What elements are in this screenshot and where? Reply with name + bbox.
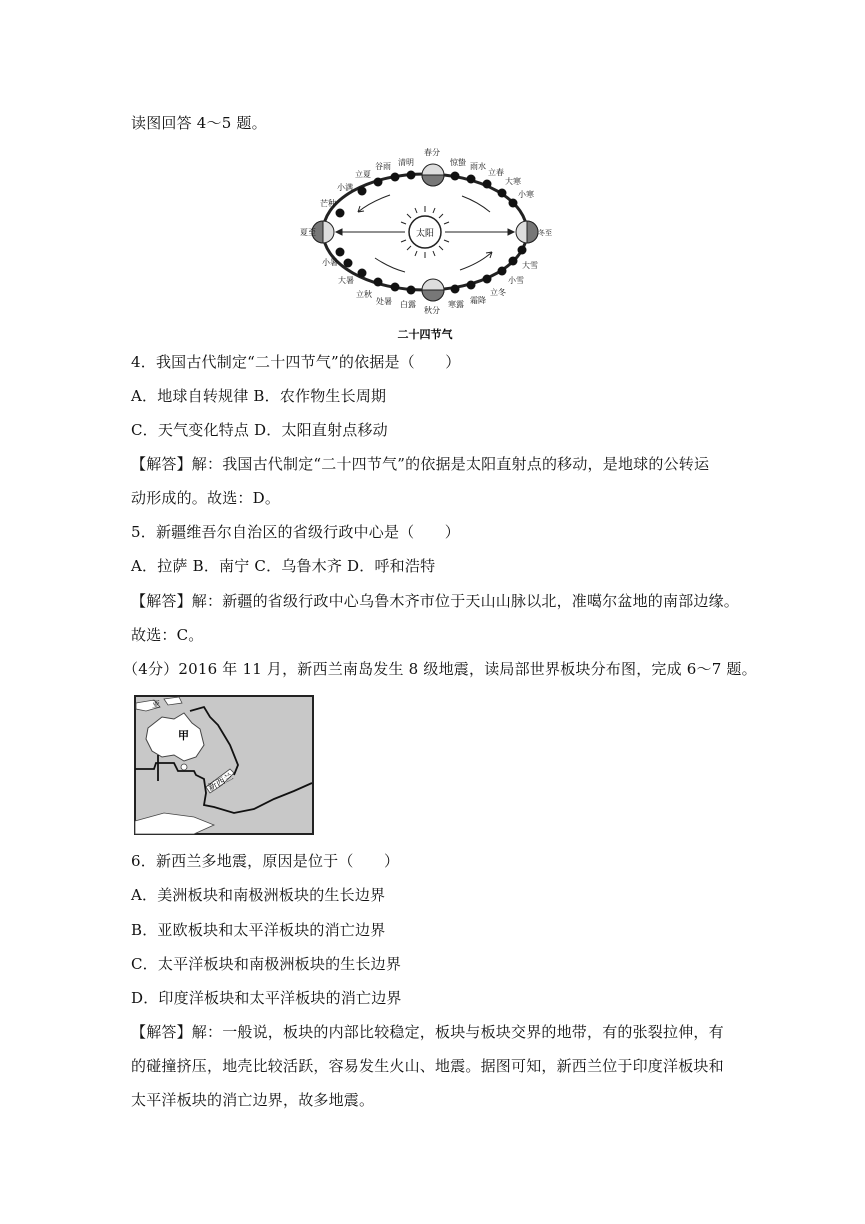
q4-answer: 【解答】解：我国古代制定“二十四节气”的依据是太阳直射点的移动，是地球的公转运 [131,455,710,473]
term-label: 小满 [337,183,353,192]
term-label: 小寒 [518,190,534,199]
term-label: 霜降 [470,296,486,305]
term-label: 清明 [398,158,414,167]
term-label: 夏至 [300,228,316,237]
term-label: 小雪 [508,276,524,285]
plate-map-figure [134,695,314,835]
term-label: 立冬 [490,288,506,297]
q6-option-d: D．印度洋板块和太平洋板块的消亡边界 [131,989,402,1007]
q4-answer-cont: 动形成的。故选：D。 [131,489,281,507]
term-label: 白露 [400,300,416,309]
term-label: 惊蛰 [450,158,466,167]
q6-stem: 6．新西兰多地震，原因是位于（ ） [131,852,400,870]
q6-answer: 【解答】解：一般说，板块的内部比较稳定，板块与板块交界的地带，有的张裂拉伸，有 [131,1023,724,1041]
section-intro-q6-7: （4分）2016 年 11 月，新西兰南岛发生 8 级地震，读局部世界板块分布图，完成 6～7 题。 [123,660,757,678]
intro-text: 读图回答 4～5 题。 [131,114,267,132]
q6-option-c: C．太平洋板块和南极洲板块的生长边界 [131,955,402,973]
q5-answer: 【解答】解：新疆的省级行政中心乌鲁木齐市位于天山山脉以北，准噶尔盆地的南部边缘。 [131,592,740,610]
term-label: 大暑 [338,276,354,285]
term-label: 大寒 [505,177,521,186]
term-label: 春分 [424,148,440,157]
q4-stem: 4．我国古代制定“二十四节气”的依据是（ ） [131,353,461,371]
q4-options-ab: A．地球自转规律 B．农作物生长周期 [131,387,387,405]
sun-icon [399,206,451,258]
q5-stem: 5．新疆维吾尔自治区的省级行政中心是（ ） [131,523,460,541]
term-label: 谷雨 [375,162,391,171]
term-label: 秋分 [424,306,440,315]
nz-label: 新西兰 [206,772,236,794]
plate-boundary-map [134,695,314,835]
q6-option-a: A．美洲板块和南极洲板块的生长边界 [131,886,386,904]
solar-terms-figure [300,140,550,345]
term-label: 雨水 [470,162,486,171]
term-label: 小暑 [322,258,338,267]
q6-answer-cont2: 太平洋板块的消亡边界，故多地震。 [131,1091,375,1109]
term-label: 大雪 [522,261,538,270]
term-label: 冬至 [538,229,552,237]
solar-terms-diagram [300,140,550,345]
term-label: 寒露 [448,300,464,309]
term-label: 立夏 [355,170,371,179]
plate-label-jia: 甲 [178,729,189,742]
term-label: 处暑 [376,297,392,306]
q4-options-cd: C．天气变化特点 D．太阳直射点移动 [131,421,388,439]
q6-answer-cont1: 的碰撞挤压，地壳比较活跃，容易发生火山、地震。据图可知，新西兰位于印度洋板块和 [131,1057,724,1075]
sun-label: 太阳 [415,229,435,239]
q6-option-b: B．亚欧板块和太平洋板块的消亡边界 [131,921,386,939]
term-label: 立春 [488,168,504,177]
term-label: 芒种 [320,199,336,208]
corner-label: 亚 [152,700,160,709]
term-label: 立秋 [356,290,372,299]
figure-caption: 二十四节气 [397,328,453,341]
q5-options: A．拉萨 B．南宁 C．乌鲁木齐 D．呼和浩特 [131,557,436,575]
q5-answer-cont: 故选：C。 [131,626,204,644]
